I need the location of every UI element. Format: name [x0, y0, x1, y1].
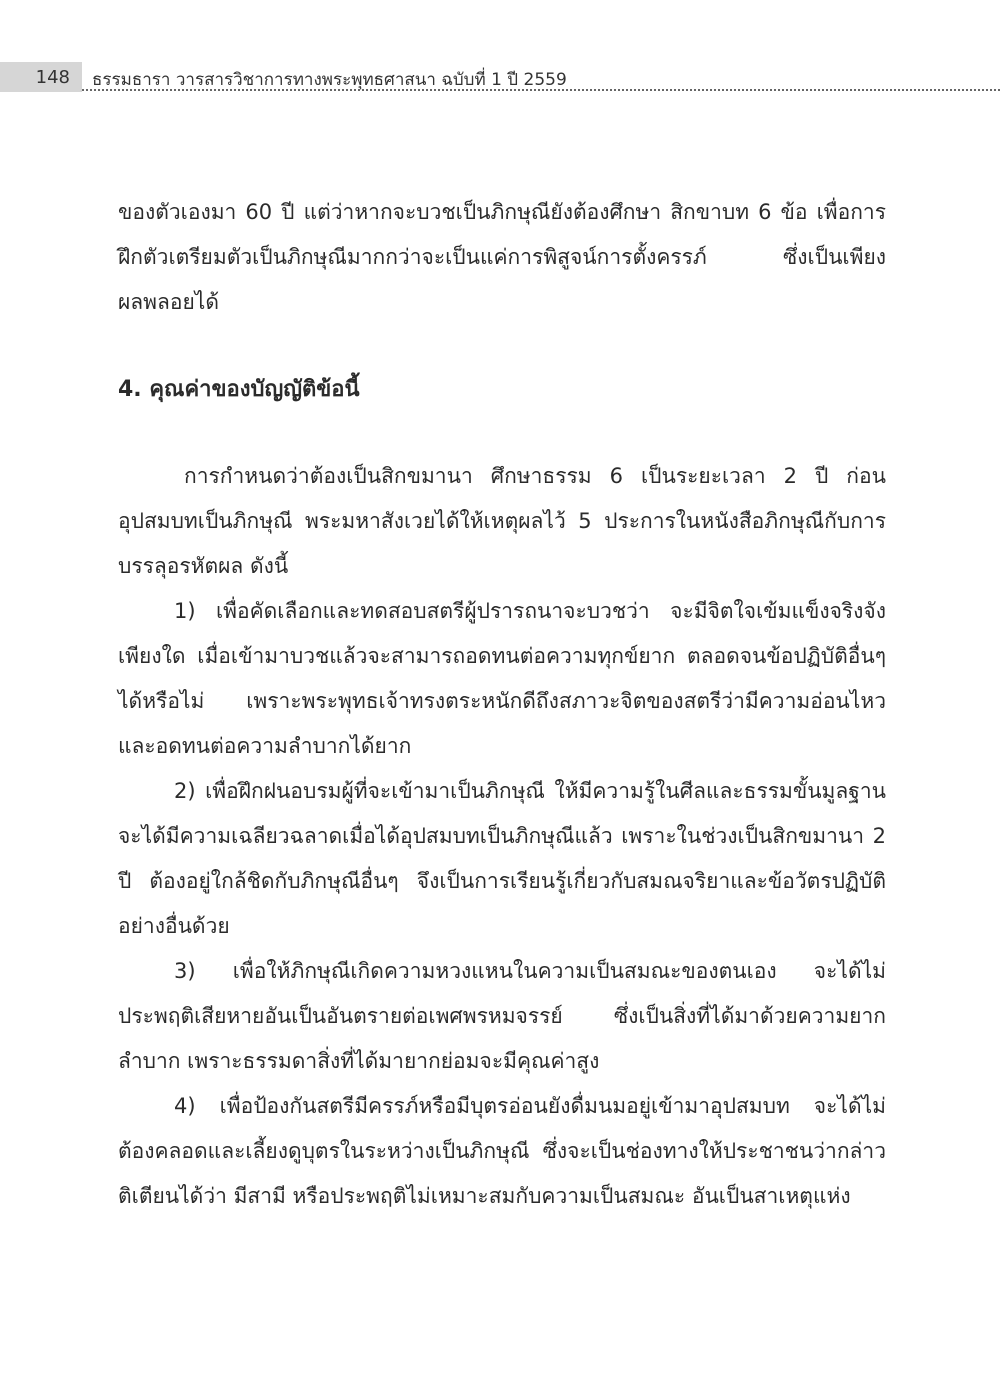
journal-title: ธรรมธารา วารสารวิชาการทางพระพุทธศาสนา ฉบับที่ 1 ปี 2559 [92, 70, 567, 90]
page-body [118, 190, 886, 1219]
header-dotted-rule [82, 89, 1000, 91]
running-header [0, 62, 1000, 92]
list-item-1: 1) เพื่อคัดเลือกและทดสอบสตรีผู้ปรารถนาจะบวชว่า จะมีจิตใจเข้มแข็งจริงจังเพียงใด เมื่อเข้ามาบวชแล้วจะสามารถอดทนต่อความทุกข์ยาก ตลอดจนข้อปฏิบัติอื่นๆ ได้หรือไม่ เพราะพระพุทธเจ้าทรงตระหนักดีถึงสภาวะจิตของสตรีว่ามีความอ่อนไหวและอดทนต่อความลำบากได้ยาก [118, 599, 886, 758]
list-item-3: 3) เพื่อให้ภิกษุณีเกิดความหวงแหนในความเป็นสมณะของตนเอง จะได้ไม่ประพฤติเสียหายอันเป็นอันตรายต่อเพศพรหมจรรย์ ซึ่งเป็นสิ่งที่ได้มาด้วยความยากลำบาก เพราะธรรมดาสิ่งที่ได้มายากย่อมจะมีคุณค่าสูง [118, 959, 886, 1073]
page-number: 148 [35, 67, 70, 88]
list-item-4: 4) เพื่อป้องกันสตรีมีครรภ์หรือมีบุตรอ่อนยังดื่มนมอยู่เข้ามาอุปสมบท จะได้ไม่ต้องคลอดและเลี้ยงดูบุตรในระหว่างเป็นภิกษุณี ซึ่งจะเป็นช่องทางให้ประชาชนว่ากล่าวติเตียนได้ว่า มีสามี หรือประพฤติไม่เหมาะสมกับความเป็นสมณะ อันเป็นสาเหตุแห่ง [118, 1094, 886, 1208]
intro-paragraph: การกำหนดว่าต้องเป็นสิกขมานา ศึกษาธรรม 6 เป็นระยะเวลา 2 ปี ก่อนอุปสมบทเป็นภิกษุณี พระมหาสังเวยได้ให้เหตุผลไว้ 5 ประการในหนังสือภิกษุณีกับการบรรลุอรหัตผล ดังนี้ [118, 464, 886, 578]
section-heading: 4. คุณค่าของบัญญัติข้อนี้ [118, 377, 360, 402]
list-item-2: 2) เพื่อฝึกฝนอบรมผู้ที่จะเข้ามาเป็นภิกษุณี ให้มีความรู้ในศีลและธรรมขั้นมูลฐาน จะได้มีความเฉลียวฉลาดเมื่อได้อุปสมบทเป็นภิกษุณีแล้ว เพราะในช่วงเป็นสิกขมานา 2 ปี ต้องอยู่ใกล้ชิดกับภิกษุณีอื่นๆ จึงเป็นการเรียนรู้เกี่ยวกับสมณจริยาและข้อวัตรปฏิบัติอย่างอื่นด้วย [118, 779, 886, 938]
opening-paragraph: ของตัวเองมา 60 ปี แต่ว่าหากจะบวชเป็นภิกษุณียังต้องศึกษา สิกขาบท 6 ข้อ เพื่อการฝึกตัวเตรียมตัวเป็นภิกษุณีมากกว่าจะเป็นแค่การพิสูจน์การตั้งครรภ์ ซึ่งเป็นเพียงผลพลอยได้ [118, 200, 886, 314]
page-number-box [0, 62, 82, 92]
